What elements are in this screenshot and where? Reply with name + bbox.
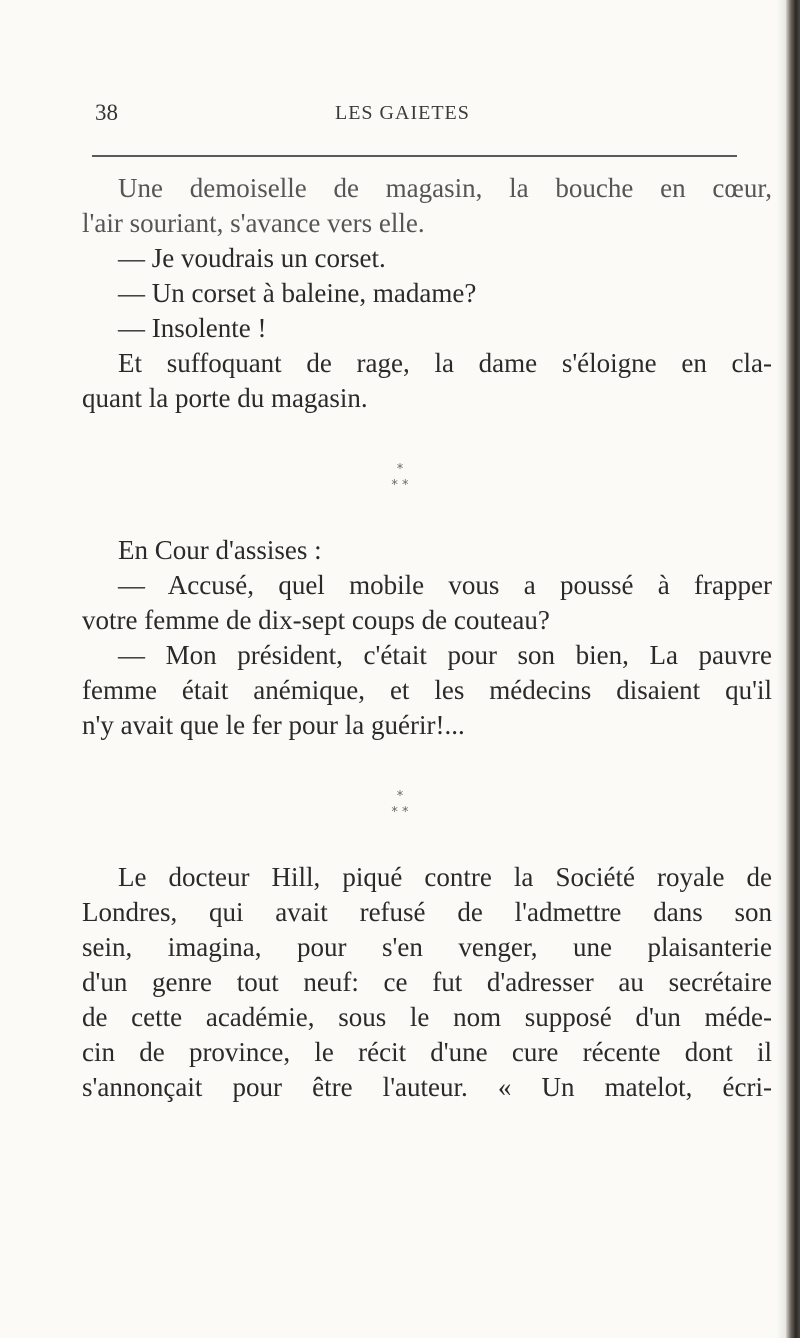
text-line: Le docteur Hill, piqué contre la Société royale de [118,862,772,892]
page-header [0,100,800,130]
text-line: cin de province, le récit d'une cure récente dont il [82,1037,772,1067]
text-line: — Je voudrais un corset. [118,243,386,273]
section-cour-assises [82,533,772,743]
section-separator [0,462,800,494]
asterisks-bottom: * * [391,478,409,493]
page-number: 38 [95,100,118,125]
text-line: de cette académie, sous le nom supposé d'un méde- [82,1002,772,1032]
text-line: — Mon président, c'était pour son bien, La pauvre [118,640,772,670]
asterisk-top: * [396,789,404,804]
text-line: — Un corset à baleine, madame? [118,278,477,308]
section-corset [82,171,772,416]
text-line: femme était anémique, et les médecins disaient qu'il [82,675,772,705]
text-line: Et suffoquant de rage, la dame s'éloigne en cla- [118,348,772,378]
text-line: votre femme de dix-sept coups de couteau? [82,605,550,635]
asterisk-top: * [396,462,404,477]
text-line: Une demoiselle de magasin, la bouche en cœur, [118,173,772,203]
section-separator [0,789,800,821]
binding-shadow [776,0,786,1338]
text-line: n'y avait que le fer pour la guérir!... [82,710,465,740]
binding-edge [786,0,800,1338]
text-line: — Insolente ! [118,313,267,343]
header-rule [92,155,737,157]
text-line: d'un genre tout neuf: ce fut d'adresser au secrétaire [82,967,772,997]
text-line: En Cour d'assises : [118,535,322,565]
section-docteur-hill [82,860,772,1105]
asterisks-bottom: * * [391,805,409,820]
text-line: — Accusé, quel mobile vous a poussé à frapper [118,570,772,600]
text-line: Londres, qui avait refusé de l'admettre dans son [82,897,772,927]
text-line: quant la porte du magasin. [82,383,368,413]
text-line: sein, imagina, pour s'en venger, une plaisanterie [82,932,772,962]
running-title: LES GAIETES [335,102,470,124]
text-line: s'annonçait pour être l'auteur. « Un matelot, écri- [82,1072,772,1102]
text-line: l'air souriant, s'avance vers elle. [82,208,425,238]
